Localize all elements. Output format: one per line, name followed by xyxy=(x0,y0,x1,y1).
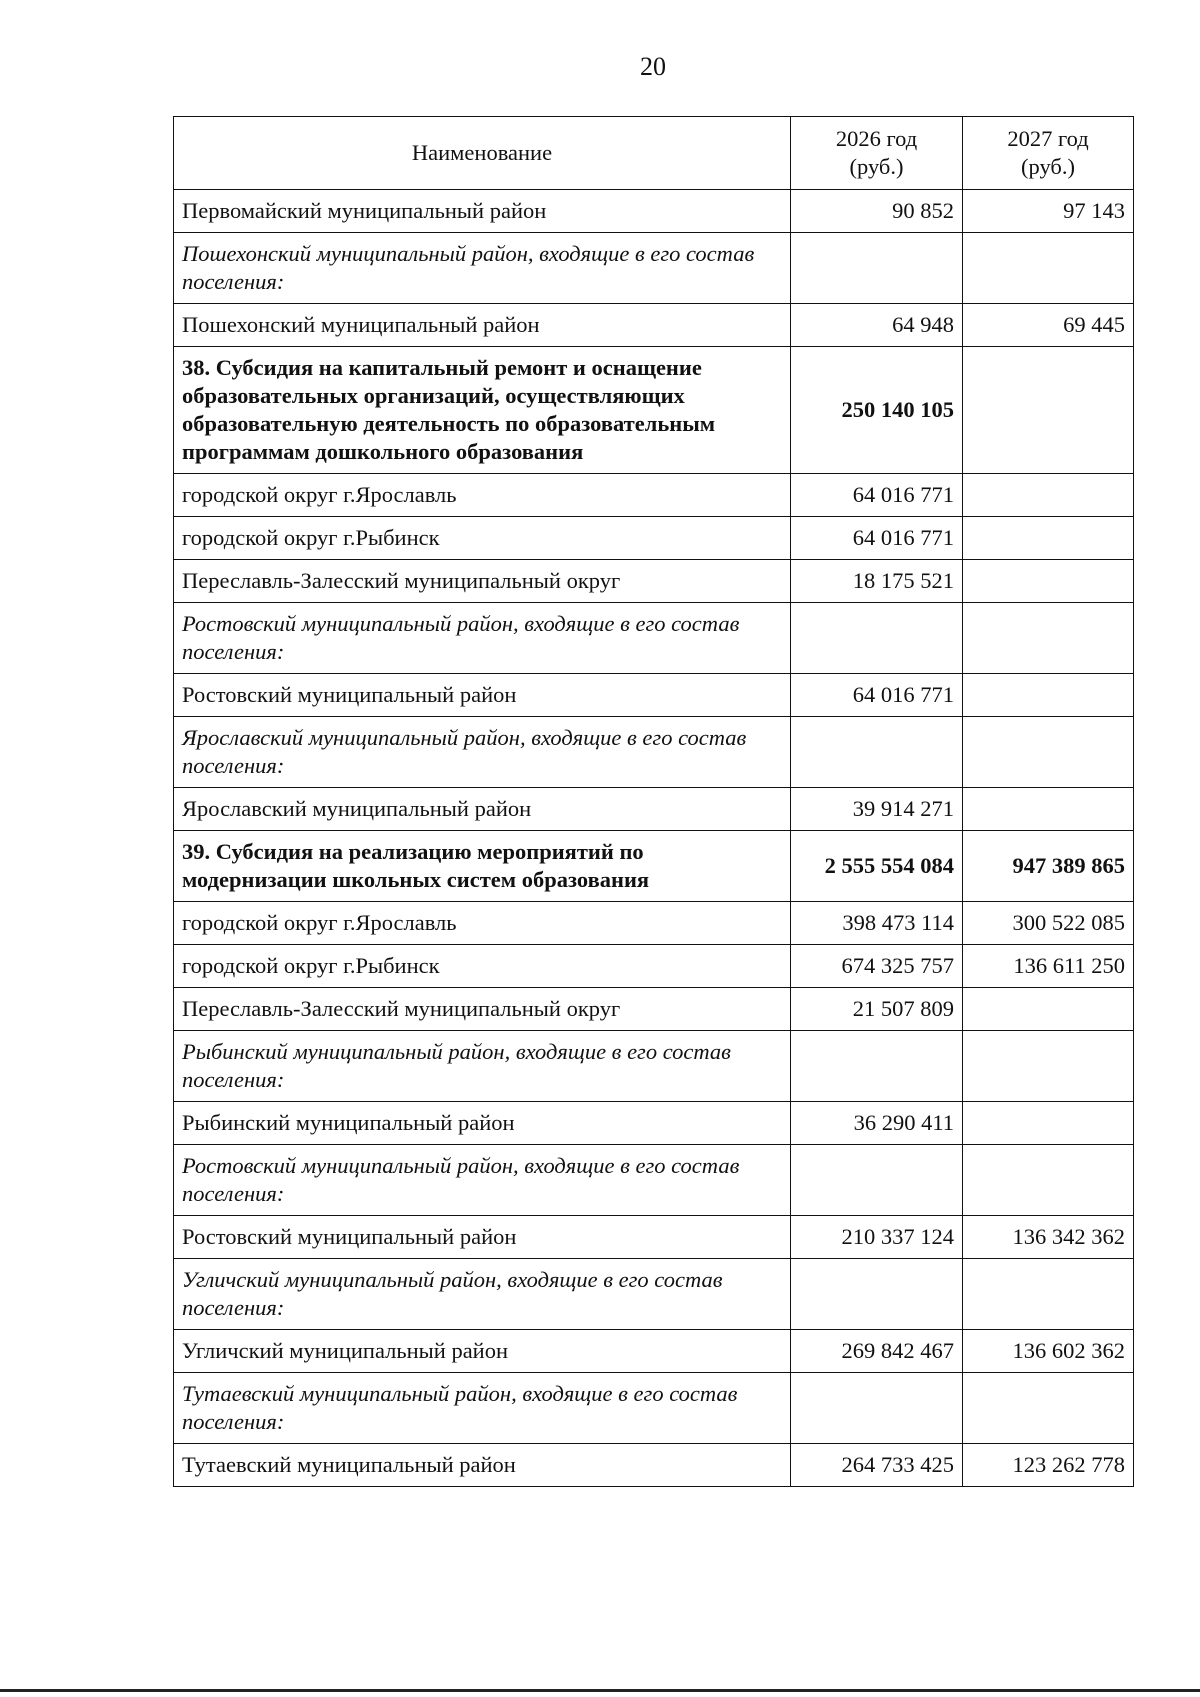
row-name-cell: городской округ г.Рыбинск xyxy=(174,517,791,560)
table-row xyxy=(174,603,1134,674)
table-row xyxy=(174,190,1134,233)
row-value-2027: 123 262 778 xyxy=(963,1444,1134,1487)
subsidy-table xyxy=(173,116,1134,1487)
row-value-2026 xyxy=(791,603,963,674)
row-name-cell: Ростовский муниципальный район xyxy=(174,674,791,717)
row-value-2027 xyxy=(963,1145,1134,1216)
row-name-cell: Угличский муниципальный район, входящие в его состав поселения: xyxy=(174,1259,791,1330)
table-row xyxy=(174,717,1134,788)
row-value-2027 xyxy=(963,1259,1134,1330)
table-row xyxy=(174,945,1134,988)
table-body xyxy=(174,190,1134,1487)
row-value-2027 xyxy=(963,517,1134,560)
row-value-2027 xyxy=(963,674,1134,717)
row-name-cell: Ростовский муниципальный район, входящие в его состав поселения: xyxy=(174,603,791,674)
row-name-cell: 38. Субсидия на капитальный ремонт и оснащение образовательных организаций, осуществляющих образовательную деятельность по образовательным программам дошкольного образования xyxy=(174,347,791,474)
header-year-2027 xyxy=(963,117,1134,190)
row-name-cell: Рыбинский муниципальный район xyxy=(174,1102,791,1145)
row-value-2026: 90 852 xyxy=(791,190,963,233)
row-value-2027 xyxy=(963,788,1134,831)
table-row xyxy=(174,560,1134,603)
row-value-2027 xyxy=(963,1373,1134,1444)
table-header xyxy=(174,117,1134,190)
table-row xyxy=(174,1330,1134,1373)
table-row xyxy=(174,788,1134,831)
row-value-2027: 69 445 xyxy=(963,304,1134,347)
row-name-cell: Пошехонский муниципальный район, входящие в его состав поселения: xyxy=(174,233,791,304)
row-value-2027: 947 389 865 xyxy=(963,831,1134,902)
row-value-2026: 64 016 771 xyxy=(791,474,963,517)
table-row xyxy=(174,1031,1134,1102)
row-value-2026 xyxy=(791,717,963,788)
row-name-cell: Пошехонский муниципальный район xyxy=(174,304,791,347)
row-value-2026 xyxy=(791,1031,963,1102)
table-row xyxy=(174,1444,1134,1487)
row-value-2026: 264 733 425 xyxy=(791,1444,963,1487)
row-value-2026: 2 555 554 084 xyxy=(791,831,963,902)
row-value-2026 xyxy=(791,1373,963,1444)
table-row xyxy=(174,517,1134,560)
row-value-2027 xyxy=(963,560,1134,603)
row-name-cell: Угличский муниципальный район xyxy=(174,1330,791,1373)
header-name: Наименование xyxy=(174,117,791,190)
row-name-cell: Переславль-Залесский муниципальный округ xyxy=(174,988,791,1031)
row-value-2027 xyxy=(963,603,1134,674)
row-value-2026 xyxy=(791,1145,963,1216)
row-value-2026: 64 016 771 xyxy=(791,674,963,717)
row-name-cell: Тутаевский муниципальный район, входящие в его состав поселения: xyxy=(174,1373,791,1444)
row-name-cell: городской округ г.Ярославль xyxy=(174,474,791,517)
table-row xyxy=(174,902,1134,945)
row-value-2027: 136 342 362 xyxy=(963,1216,1134,1259)
row-name-cell: Первомайский муниципальный район xyxy=(174,190,791,233)
row-name-cell: Ярославский муниципальный район, входящие в его состав поселения: xyxy=(174,717,791,788)
row-value-2027 xyxy=(963,474,1134,517)
table-row xyxy=(174,233,1134,304)
table-row xyxy=(174,1259,1134,1330)
row-name-cell: городской округ г.Рыбинск xyxy=(174,945,791,988)
row-value-2026: 674 325 757 xyxy=(791,945,963,988)
table-row xyxy=(174,988,1134,1031)
table-row xyxy=(174,1145,1134,1216)
row-value-2027: 136 602 362 xyxy=(963,1330,1134,1373)
table-row xyxy=(174,304,1134,347)
row-value-2027 xyxy=(963,1031,1134,1102)
row-value-2026: 21 507 809 xyxy=(791,988,963,1031)
row-value-2026: 64 016 771 xyxy=(791,517,963,560)
row-name-cell: Переславль-Залесский муниципальный округ xyxy=(174,560,791,603)
row-value-2027: 97 143 xyxy=(963,190,1134,233)
row-value-2027 xyxy=(963,347,1134,474)
row-value-2027 xyxy=(963,988,1134,1031)
table-row xyxy=(174,474,1134,517)
row-value-2026: 36 290 411 xyxy=(791,1102,963,1145)
header-year-2026 xyxy=(791,117,963,190)
row-value-2026: 269 842 467 xyxy=(791,1330,963,1373)
row-value-2027: 136 611 250 xyxy=(963,945,1134,988)
header-year-2027-text: 2027 год (руб.) xyxy=(1007,126,1089,179)
row-value-2026: 210 337 124 xyxy=(791,1216,963,1259)
row-value-2026: 64 948 xyxy=(791,304,963,347)
row-name-cell: Тутаевский муниципальный район xyxy=(174,1444,791,1487)
bottom-scan-edge xyxy=(0,1689,1200,1692)
row-value-2026 xyxy=(791,1259,963,1330)
row-value-2026: 39 914 271 xyxy=(791,788,963,831)
table-row xyxy=(174,674,1134,717)
table-row xyxy=(174,1216,1134,1259)
row-name-cell: городской округ г.Ярославль xyxy=(174,902,791,945)
row-value-2027 xyxy=(963,233,1134,304)
row-name-cell: Рыбинский муниципальный район, входящие в его состав поселения: xyxy=(174,1031,791,1102)
table-row xyxy=(174,1373,1134,1444)
row-value-2027 xyxy=(963,717,1134,788)
row-name-cell: Ростовский муниципальный район xyxy=(174,1216,791,1259)
row-value-2026: 398 473 114 xyxy=(791,902,963,945)
table-row xyxy=(174,1102,1134,1145)
row-value-2026: 18 175 521 xyxy=(791,560,963,603)
table-row xyxy=(174,347,1134,474)
row-value-2027: 300 522 085 xyxy=(963,902,1134,945)
table-row xyxy=(174,831,1134,902)
row-name-cell: Ярославский муниципальный район xyxy=(174,788,791,831)
row-name-cell: Ростовский муниципальный район, входящие в его состав поселения: xyxy=(174,1145,791,1216)
row-value-2026 xyxy=(791,233,963,304)
row-value-2026: 250 140 105 xyxy=(791,347,963,474)
header-year-2026-text: 2026 год (руб.) xyxy=(835,126,918,179)
row-name-cell: 39. Субсидия на реализацию мероприятий по модернизации школьных систем образования xyxy=(174,831,791,902)
header-row xyxy=(174,117,1134,190)
row-value-2027 xyxy=(963,1102,1134,1145)
page-number: 20 xyxy=(640,52,666,81)
